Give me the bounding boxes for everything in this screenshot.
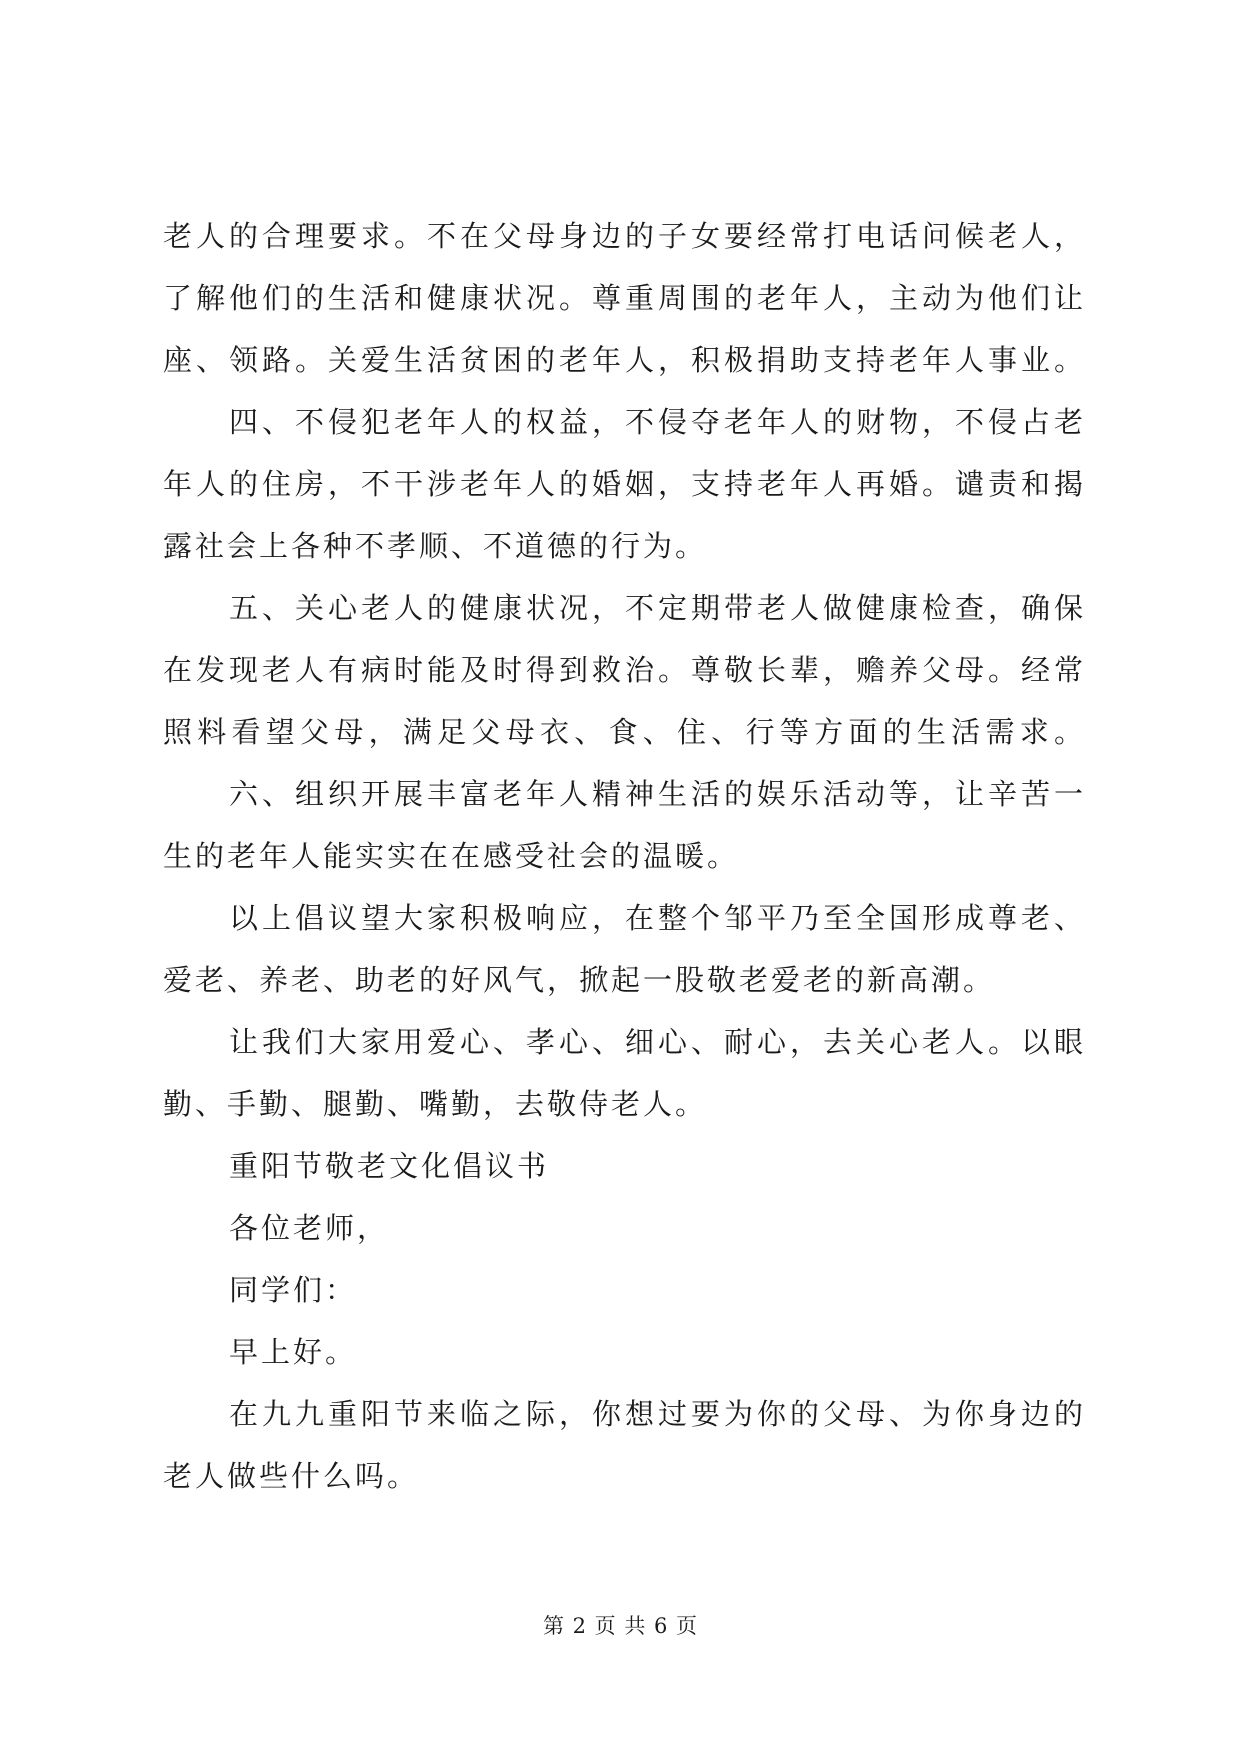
salutation-line: 各位老师， bbox=[229, 1211, 390, 1245]
paragraph-start-line: 六、组织开展丰富老年人精神生活的娱乐活动等，让辛苦一 bbox=[229, 777, 1083, 811]
salutation-line: 同学们： bbox=[229, 1273, 358, 1307]
text-line: 年人的住房，不干涉老年人的婚姻，支持老年人再婚。谴责和揭 bbox=[163, 467, 1083, 501]
paragraph-start-line: 五、关心老人的健康状况，不定期带老人做健康检查，确保 bbox=[229, 591, 1083, 625]
text-line: 老人的合理要求。不在父母身边的子女要经常打电话问候老人， bbox=[163, 219, 1083, 253]
paragraph-start-line: 以上倡议望大家积极响应，在整个邹平乃至全国形成尊老、 bbox=[229, 901, 1083, 935]
text-line: 生的老年人能实实在在感受社会的温暖。 bbox=[163, 839, 740, 873]
text-line: 照料看望父母，满足父母衣、食、住、行等方面的生活需求。 bbox=[163, 715, 1083, 749]
paragraph-start-line: 在九九重阳节来临之际，你想过要为你的父母、为你身边的 bbox=[229, 1397, 1083, 1431]
text-line: 勤、手勤、腿勤、嘴勤，去敬侍老人。 bbox=[163, 1087, 708, 1121]
text-line: 老人做些什么吗。 bbox=[163, 1459, 420, 1493]
text-line: 露社会上各种不孝顺、不道德的行为。 bbox=[163, 529, 708, 563]
text-line: 了解他们的生活和健康状况。尊重周围的老年人，主动为他们让 bbox=[163, 281, 1083, 315]
greeting-line: 早上好。 bbox=[229, 1335, 358, 1369]
text-line: 爱老、养老、助老的好风气，掀起一股敬老爱老的新高潮。 bbox=[163, 963, 996, 997]
document-subtitle: 重阳节敬老文化倡议书 bbox=[229, 1149, 550, 1183]
paragraph-start-line: 四、不侵犯老年人的权益，不侵夺老年人的财物，不侵占老 bbox=[229, 405, 1083, 439]
document-body bbox=[163, 205, 1083, 1507]
text-line: 座、领路。关爱生活贫困的老年人，积极捐助支持老年人事业。 bbox=[163, 343, 1083, 377]
paragraph-start-line: 让我们大家用爱心、孝心、细心、耐心，去关心老人。以眼 bbox=[229, 1025, 1083, 1059]
page-number-footer: 第 2 页 共 6 页 bbox=[542, 1614, 699, 1638]
text-line: 在发现老人有病时能及时得到救治。尊敬长辈，赡养父母。经常 bbox=[163, 653, 1083, 687]
